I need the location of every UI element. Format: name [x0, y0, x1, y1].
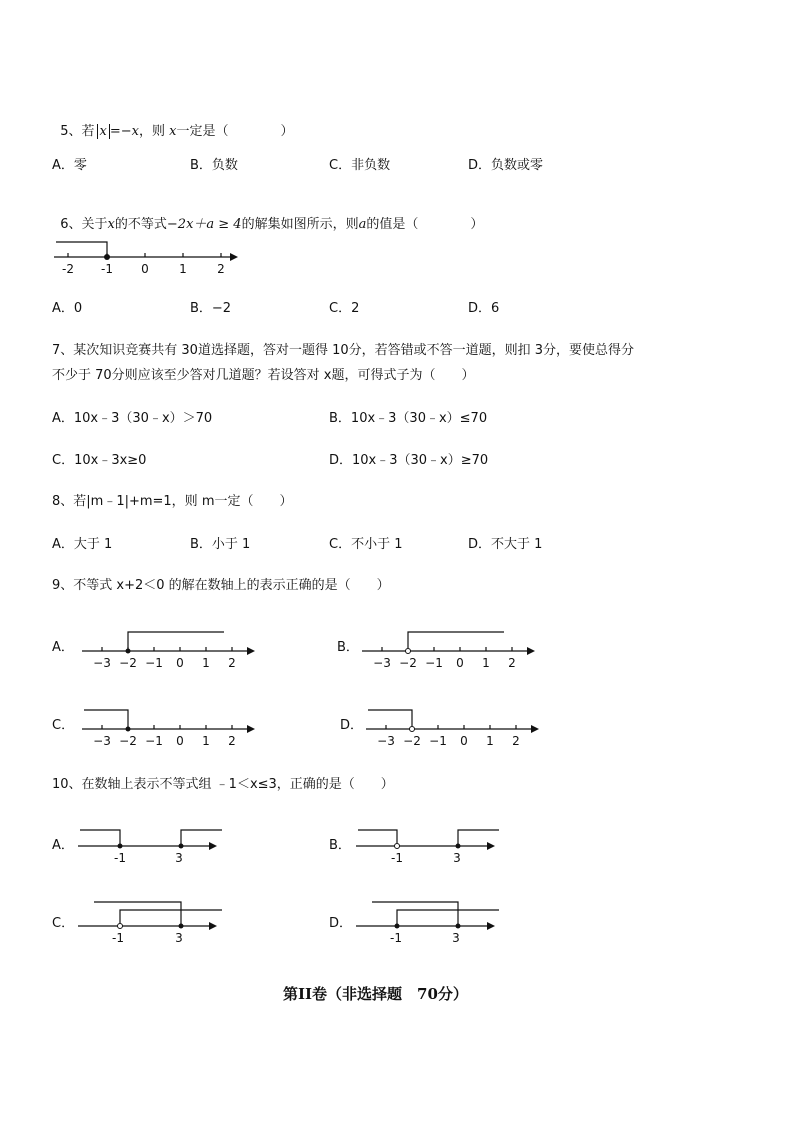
q10b-left-ray: [358, 830, 397, 843]
q6-tick-label: -1: [101, 262, 113, 276]
q10d-tick-label: 3: [452, 931, 460, 945]
q5-option-b: B．负数: [190, 158, 238, 173]
q10a-solid-point: [179, 844, 184, 849]
q9b-solution-ray: [408, 632, 504, 648]
q9a-tick-label: −3: [93, 656, 111, 670]
q6-stem-part-d: 的值是（ ）: [366, 217, 484, 232]
q9a-tick-label: −1: [145, 656, 163, 670]
q8-stem: 8、若|m﹣1|+m=1，则 m一定（ ）: [52, 494, 293, 509]
q6-tick-label: 2: [217, 262, 225, 276]
q10-label-b: B．: [329, 838, 351, 853]
q10-label-c: C．: [52, 916, 75, 931]
q10a-left-ray: [80, 830, 120, 846]
q9c-tick-label: −2: [119, 734, 137, 748]
q6-stem-part-a: 6、关于: [60, 217, 108, 232]
q9b-tick-label: 0: [456, 656, 464, 670]
q5-option-a: A．零: [52, 158, 87, 173]
q5-stem-part-c: ，则: [139, 124, 166, 139]
q10-number-line-d: [356, 898, 506, 946]
q9c-tick-label: 0: [176, 734, 184, 748]
q10b-tick-label: 3: [453, 851, 461, 865]
q6-stem: [52, 201, 483, 233]
q6-option-a: A．0: [52, 301, 83, 316]
q10d-upper-ray: [372, 902, 458, 926]
q8-option-b: B．小于 1: [190, 537, 251, 552]
q6-stem-part-c: 的解集如图所示，则: [241, 217, 359, 232]
q9a-solid-point: [126, 649, 131, 654]
q9b-tick-label: 2: [508, 656, 516, 670]
q6-var-x: x: [107, 217, 115, 232]
q9a-tick-label: 0: [176, 656, 184, 670]
q5-abs-var: x: [99, 124, 107, 139]
q6-option-c: C．2: [329, 301, 360, 316]
q6-tick-label: -2: [62, 262, 74, 276]
q9d-tick-label: −2: [403, 734, 421, 748]
q5-equation: =−x: [109, 124, 140, 139]
section-title: 第II卷（非选择题 70分）: [283, 985, 468, 1003]
q9b-tick-label: −2: [399, 656, 417, 670]
q10c-hollow-point: [118, 924, 123, 929]
q10-label-d: D．: [329, 916, 353, 931]
q6-var-a: a: [358, 217, 367, 232]
q9c-solution-ray: [84, 710, 128, 729]
q5-stem-part-a: 5、若: [60, 124, 95, 139]
q9b-axis-arrow: [527, 647, 535, 655]
q5-option-d: D．负数或零: [468, 158, 544, 173]
q9-label-c: C．: [52, 718, 75, 733]
q10c-upper-ray: [94, 902, 181, 926]
q10a-solid-point: [118, 844, 123, 849]
q10d-axis-arrow: [487, 922, 495, 930]
q10-number-line-a: [78, 826, 228, 870]
q10-number-line-c: [78, 898, 228, 946]
q9b-hollow-point: [406, 649, 411, 654]
q9d-tick-label: −3: [377, 734, 395, 748]
q9-label-a: A．: [52, 640, 74, 655]
q9-label-b: B．: [337, 640, 359, 655]
q9-number-line-a: [82, 628, 272, 672]
q10d-tick-label: -1: [390, 931, 402, 945]
q9d-solution-ray: [368, 710, 412, 726]
q9-number-line-c: [82, 706, 272, 750]
q9-number-line-b: [362, 628, 552, 672]
q9d-tick-label: 2: [512, 734, 520, 748]
q9d-tick-label: 1: [486, 734, 494, 748]
q9b-tick-label: −3: [373, 656, 391, 670]
q9-stem: 9、不等式 x+2＜0 的解在数轴上的表示正确的是（ ）: [52, 578, 390, 593]
q6-solid-point: [104, 254, 110, 260]
q9a-solution-ray: [128, 632, 224, 651]
q10b-tick-label: -1: [391, 851, 403, 865]
q6-tick-label: 0: [141, 262, 149, 276]
q10-label-a: A．: [52, 838, 74, 853]
q9d-tick-label: 0: [460, 734, 468, 748]
q10a-tick-label: -1: [114, 851, 126, 865]
q5-option-c: C．非负数: [329, 158, 391, 173]
q6-option-b: B．−2: [190, 301, 232, 316]
q10-stem: 10、在数轴上表示不等式组 ﹣1＜x≤3，正确的是（ ）: [52, 777, 394, 792]
q9c-axis-arrow: [247, 725, 255, 733]
q10b-right-ray: [458, 830, 499, 846]
q7-option-c: C．10x﹣3x≥0: [52, 453, 147, 468]
q10a-right-ray: [181, 830, 222, 846]
q9-number-line-d: [366, 706, 556, 750]
q9a-axis-arrow: [247, 647, 255, 655]
q9d-axis-arrow: [531, 725, 539, 733]
q9a-tick-label: −2: [119, 656, 137, 670]
q9b-tick-label: 1: [482, 656, 490, 670]
q5-stem-part-d: 一定是（ ）: [176, 124, 294, 139]
q10c-axis-arrow: [209, 922, 217, 930]
q7-option-a: A．10x﹣3（30﹣x）＞70: [52, 411, 213, 426]
q6-tick-label: 1: [179, 262, 187, 276]
q9a-tick-label: 2: [228, 656, 236, 670]
q5-var: x: [169, 124, 177, 139]
q10a-tick-label: 3: [175, 851, 183, 865]
q10b-solid-point: [456, 844, 461, 849]
q10a-axis-arrow: [209, 842, 217, 850]
q10d-lower-ray: [397, 910, 499, 926]
q9c-solid-point: [126, 727, 131, 732]
q7-option-d: D．10x﹣3（30﹣x）≥70: [329, 453, 489, 468]
q7-option-b: B．10x﹣3（30﹣x）≤70: [329, 411, 488, 426]
q10b-axis-arrow: [487, 842, 495, 850]
q10c-tick-label: -1: [112, 931, 124, 945]
q7-stem-line2: 不少于 70分则应该至少答对几道题？若设答对 x题，可得式子为（ ）: [52, 368, 475, 383]
q10c-solid-point: [179, 924, 184, 929]
q5-stem: [52, 108, 294, 140]
q6-axis-arrow: [230, 253, 238, 261]
q9b-tick-label: −1: [425, 656, 443, 670]
q6-option-d: D．6: [468, 301, 500, 316]
q9a-tick-label: 1: [202, 656, 210, 670]
q6-number-line: [52, 238, 252, 278]
q10c-tick-label: 3: [175, 931, 183, 945]
q9c-tick-label: 2: [228, 734, 236, 748]
q7-stem-line1: 7、某次知识竞赛共有 30道选择题，答对一题得 10分，若答错或不答一道题，则扣 3分，要使总得分: [52, 343, 635, 358]
q9c-tick-label: −1: [145, 734, 163, 748]
q6-solution-ray: [56, 242, 107, 257]
q8-option-d: D．不大于 1: [468, 537, 543, 552]
q9d-tick-label: −1: [429, 734, 447, 748]
q9-label-d: D．: [340, 718, 364, 733]
q10b-hollow-point: [395, 844, 400, 849]
q6-stem-part-b: 的不等式: [114, 217, 167, 232]
q9d-hollow-point: [410, 727, 415, 732]
q6-inequality: −2x＋a ≥ 4: [166, 217, 242, 232]
q8-option-c: C．不小于 1: [329, 537, 403, 552]
q10-number-line-b: [356, 826, 506, 870]
q9c-tick-label: −3: [93, 734, 111, 748]
q10d-solid-point: [456, 924, 461, 929]
q9c-tick-label: 1: [202, 734, 210, 748]
q8-option-a: A．大于 1: [52, 537, 113, 552]
q10c-lower-ray: [120, 910, 222, 923]
q10d-solid-point: [395, 924, 400, 929]
